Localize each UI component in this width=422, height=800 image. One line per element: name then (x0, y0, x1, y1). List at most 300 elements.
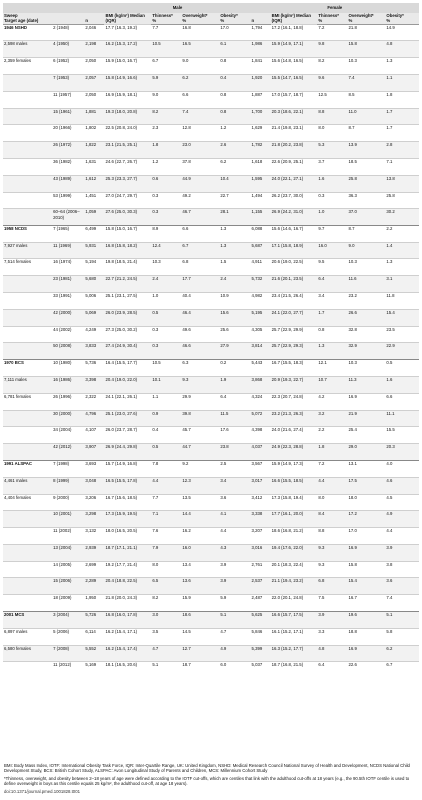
cell-mth: 7.7 (151, 494, 181, 511)
cell-fob: 1.7 (385, 108, 419, 125)
cell-fov: 16.9 (348, 544, 386, 561)
table-row (3, 595, 419, 612)
cell-fov: 17.0 (348, 528, 386, 545)
cell-fov: 29.0 (348, 444, 386, 461)
cell-mov: 6.3 (181, 360, 219, 377)
cell-cohort (3, 125, 52, 142)
table-footer (4, 763, 418, 797)
cell-mov: 46.6 (181, 343, 219, 360)
cell-fov: 17.2 (348, 511, 386, 528)
cell-fn: 1,155 (251, 209, 271, 225)
cell-fth: 9.8 (317, 41, 347, 58)
col-female-bmi: BMI (kg/m²) Median (IQR) (271, 13, 318, 24)
cell-mob: 3.6 (219, 494, 250, 511)
table-row (3, 142, 419, 159)
cell-mov: 49.2 (181, 192, 219, 209)
cell-fth: 12.5 (317, 91, 347, 108)
cell-fn: 3,338 (251, 511, 271, 528)
cell-mov: 18.7 (181, 662, 219, 678)
cell-age: 2 (1948) (52, 24, 84, 41)
cell-fn: 3,017 (251, 477, 271, 494)
cell-mov: 44.9 (181, 175, 219, 192)
cell-mob: 4.4 (219, 528, 250, 545)
cell-mbmi: 20.4 (18.8, 22.5) (104, 578, 151, 595)
cell-fbmi: 21.1 (19.4, 23.2) (271, 578, 318, 595)
cell-fbmi: 16.1 (15.2, 17.1) (271, 628, 318, 645)
cell-fob: 23.5 (385, 326, 419, 343)
cell-fbmi: 16.7 (15.5, 18.3) (271, 360, 318, 377)
cell-fov: 26.6 (348, 309, 386, 326)
cell-fth: 7.2 (317, 24, 347, 41)
cell-mbmi: 23.1 (21.5, 25.1) (104, 142, 151, 159)
cell-mth: 10.5 (151, 41, 181, 58)
cell-mob: 4.9 (219, 645, 250, 662)
col-male-n: n (84, 18, 104, 24)
cell-mth: 9.0 (151, 91, 181, 108)
cell-mbmi: 27.4 (24.9, 30.4) (104, 343, 151, 360)
cell-mob: 2.5 (219, 460, 250, 477)
cell-fth: 12.1 (317, 360, 347, 377)
cell-mov: 17.7 (181, 276, 219, 293)
table-row (3, 276, 419, 293)
cell-mov: 37.8 (181, 158, 219, 175)
cell-mn: 4,796 (84, 410, 104, 427)
cell-mbmi: 19.3 (18.0, 20.8) (104, 108, 151, 125)
cell-fn: 1,794 (251, 24, 271, 41)
cell-mn: 2,289 (84, 578, 104, 595)
cell-mth: 7.8 (151, 460, 181, 477)
cell-fth: 7.5 (317, 595, 347, 612)
cell-cohort: 6,580 females (3, 645, 52, 662)
cell-fbmi: 20.6 (19.0, 22.5) (271, 259, 318, 276)
cell-mov: 15.9 (181, 595, 219, 612)
cell-fn: 3,207 (251, 528, 271, 545)
cell-fob: 4.4 (385, 528, 419, 545)
table-row (3, 561, 419, 578)
cell-mbmi: 25.3 (23.3, 27.7) (104, 175, 151, 192)
cell-cohort (3, 595, 52, 612)
cell-mov: 12.7 (181, 645, 219, 662)
cell-mn: 6,499 (84, 225, 104, 242)
cell-fob: 15.4 (385, 309, 419, 326)
cell-fth: 9.6 (317, 74, 347, 91)
cell-fov: 25.4 (348, 427, 386, 444)
cell-mn: 1,451 (84, 192, 104, 209)
cell-fov: 18.5 (348, 158, 386, 175)
cell-cohort (3, 561, 52, 578)
cell-fov: 16.9 (348, 645, 386, 662)
cell-fn: 3,412 (251, 494, 271, 511)
cell-fbmi: 17.0 (15.7, 18.7) (271, 91, 318, 108)
table-row (3, 209, 419, 225)
cell-mn: 5,169 (84, 662, 104, 678)
cell-fov: 17.5 (348, 477, 386, 494)
cell-mn: 1,059 (84, 209, 104, 225)
cell-mth: 5.1 (151, 662, 181, 678)
cell-age: 15 (2006) (52, 578, 84, 595)
cell-cohort (3, 326, 52, 343)
cell-mbmi: 22.7 (21.2, 24.5) (104, 276, 151, 293)
cell-mth: 8.9 (151, 225, 181, 242)
cell-fn: 6,088 (251, 225, 271, 242)
cell-fth: 7.2 (317, 460, 347, 477)
col-male-thinness: Thinness* (151, 13, 181, 18)
cell-fbmi: 15.9 (14.9, 17.1) (271, 41, 318, 58)
cell-fob: 2.2 (385, 225, 419, 242)
table-row (3, 343, 419, 360)
cell-mob: 6.1 (219, 41, 250, 58)
cell-fob: 6.6 (385, 393, 419, 410)
cell-fob: 2.8 (385, 142, 419, 159)
cell-fth: 8.0 (317, 125, 347, 142)
cell-mbmi: 16.8 (16.0, 17.8) (104, 612, 151, 629)
cell-mov: 39.8 (181, 410, 219, 427)
cell-mbmi: 16.5 (15.5, 17.8) (104, 477, 151, 494)
table-row (3, 645, 419, 662)
cell-mob: 6.0 (219, 662, 250, 678)
cell-age: 20 (1966) (52, 125, 84, 142)
cell-mov: 13.4 (181, 561, 219, 578)
cell-fth: 8.8 (317, 108, 347, 125)
cell-mbmi: 25.1 (23.1, 27.5) (104, 292, 151, 309)
cell-mob: 6.2 (219, 158, 250, 175)
cell-mbmi: 20.4 (19.0, 22.0) (104, 376, 151, 393)
cell-mn: 5,069 (84, 309, 104, 326)
cell-fbmi: 20.1 (18.3, 22.4) (271, 561, 318, 578)
cell-fth: 2.2 (317, 427, 347, 444)
cell-mth: 1.0 (151, 292, 181, 309)
table-row (3, 192, 419, 209)
cell-age: 11 (1957) (52, 91, 84, 108)
cell-mbmi: 15.8 (15.0, 16.7) (104, 225, 151, 242)
cell-mob: 1.3 (219, 225, 250, 242)
cell-mth: 7.1 (151, 511, 181, 528)
cell-mov: 46.7 (181, 209, 219, 225)
table-row (3, 477, 419, 494)
cell-fn: 4,911 (251, 259, 271, 276)
cell-fbmi: 20.3 (18.6, 22.1) (271, 108, 318, 125)
cell-cohort (3, 158, 52, 175)
cell-cohort (3, 74, 52, 91)
cell-fob: 1.1 (385, 74, 419, 91)
cell-mn: 2,050 (84, 91, 104, 108)
cell-age: 8 (1999) (52, 477, 84, 494)
cell-fov: 10.3 (348, 58, 386, 75)
table-row (3, 544, 419, 561)
cell-mbmi: 21.8 (20.0, 24.3) (104, 595, 151, 612)
cell-cohort (3, 410, 52, 427)
cell-cohort (3, 292, 52, 309)
cell-mn: 3,833 (84, 343, 104, 360)
cell-mob: 1.5 (219, 259, 250, 276)
cell-age: 50 (2008) (52, 343, 84, 360)
cell-fth: 6.4 (317, 276, 347, 293)
cell-mth: 0.3 (151, 343, 181, 360)
cell-mbmi: 17.3 (15.9, 19.5) (104, 511, 151, 528)
cell-mbmi: 19.8 (18.5, 21.4) (104, 259, 151, 276)
cell-mth: 6.7 (151, 58, 181, 75)
col-male-overweight: Overweight* (181, 13, 219, 18)
cell-fbmi: 22.3 (20.7, 24.8) (271, 393, 318, 410)
cell-fn: 1,887 (251, 91, 271, 108)
cell-mn: 1,822 (84, 142, 104, 159)
cell-fov: 13.9 (348, 142, 386, 159)
cell-fob: 11.8 (385, 292, 419, 309)
doi-link[interactable]: doi:10.1371/journal.pmed.1001828.t001 (4, 789, 80, 794)
col-male-bmi: BMI (kg/m²) Median (IQR) (104, 13, 151, 24)
cell-mov: 18.6 (181, 612, 219, 629)
cell-mbmi: 26.0 (23.9, 28.5) (104, 309, 151, 326)
cell-fbmi: 19.4 (17.6, 22.0) (271, 544, 318, 561)
cell-cohort (3, 276, 52, 293)
cell-mob: 3.9 (219, 578, 250, 595)
table-row (3, 58, 419, 75)
cell-fth: 3.9 (317, 612, 347, 629)
cell-fov: 7.4 (348, 74, 386, 91)
cell-cohort (3, 175, 52, 192)
cell-fn: 5,037 (251, 662, 271, 678)
cell-fov: 11.6 (348, 276, 386, 293)
col-target-age: Target age (date) (3, 18, 52, 24)
cell-fth: 1.3 (317, 343, 347, 360)
cell-fn: 4,324 (251, 393, 271, 410)
cell-fth: 8.8 (317, 528, 347, 545)
cell-fth: 4.2 (317, 393, 347, 410)
cell-mbmi: 27.0 (24.7, 29.7) (104, 192, 151, 209)
cell-mn: 2,939 (84, 544, 104, 561)
cell-fov: 8.7 (348, 225, 386, 242)
cell-mn: 2,057 (84, 74, 104, 91)
cell-mov: 45.7 (181, 427, 219, 444)
cell-fbmi: 21.4 (19.8, 23.1) (271, 125, 318, 142)
cell-fob: 4.5 (385, 494, 419, 511)
cell-mn: 3,398 (84, 376, 104, 393)
cell-age: 10 (2001) (52, 511, 84, 528)
cell-mob: 4.7 (219, 628, 250, 645)
cell-age: 33 (1991) (52, 292, 84, 309)
cell-mth: 0.9 (151, 410, 181, 427)
cell-mn: 5,736 (84, 360, 104, 377)
cell-fbmi: 23.4 (21.5, 26.4) (271, 292, 318, 309)
cell-mov: 14.4 (181, 511, 219, 528)
cell-mth: 0.6 (151, 175, 181, 192)
cell-cohort: 6,897 males (3, 628, 52, 645)
cell-mov: 29.9 (181, 393, 219, 410)
cell-fob: 4.8 (385, 41, 419, 58)
cell-mov: 46.4 (181, 309, 219, 326)
cell-fov: 10.3 (348, 360, 386, 377)
cell-mth: 0.3 (151, 192, 181, 209)
cell-mth: 10.1 (151, 376, 181, 393)
cell-age: 16 (1986) (52, 376, 84, 393)
cell-age: 7 (1953) (52, 74, 84, 91)
cell-fn: 1,595 (251, 175, 271, 192)
col-male-obesity: Obesity* (219, 13, 250, 18)
cell-age: 53 (1999) (52, 192, 84, 209)
cell-fth: 9.3 (317, 544, 347, 561)
cell-age: 13 (2004) (52, 544, 84, 561)
cell-mn: 1,631 (84, 158, 104, 175)
cell-fbmi: 18.6 (16.8, 21.2) (271, 528, 318, 545)
cell-fbmi: 16.3 (15.2, 17.7) (271, 645, 318, 662)
cell-cohort: 1970 BCS (3, 360, 52, 377)
cell-mbmi: 16.4 (15.5, 17.7) (104, 360, 151, 377)
cell-fov: 18.0 (348, 494, 386, 511)
cell-fov: 37.0 (348, 209, 386, 225)
cell-fn: 2,537 (251, 578, 271, 595)
cell-mob: 23.8 (219, 444, 250, 461)
cell-mbmi: 16.2 (15.4, 17.4) (104, 645, 151, 662)
cell-mth: 8.0 (151, 561, 181, 578)
cell-fn: 4,305 (251, 326, 271, 343)
table-row (3, 410, 419, 427)
cell-mob: 1.3 (219, 242, 250, 259)
cell-fbmi: 18.7 (16.8, 21.5) (271, 662, 318, 678)
cell-fn: 3,868 (251, 376, 271, 393)
cell-mbmi: 15.9 (15.0, 16.7) (104, 58, 151, 75)
cell-age: 23 (1981) (52, 276, 84, 293)
cell-fov: 16.9 (348, 393, 386, 410)
cell-age: 11 (1969) (52, 242, 84, 259)
table-row (3, 175, 419, 192)
cell-fbmi: 16.6 (15.7, 17.5) (271, 612, 318, 629)
cell-mth: 10.3 (151, 259, 181, 276)
cell-mob: 4.3 (219, 544, 250, 561)
cell-mth: 7.7 (151, 24, 181, 41)
cell-age: 44 (2002) (52, 326, 84, 343)
cell-mth: 2.4 (151, 276, 181, 293)
cell-mth: 3.5 (151, 628, 181, 645)
cell-mov: 6.6 (181, 225, 219, 242)
cell-cohort: 2,359 females (3, 58, 52, 75)
cell-cohort (3, 511, 52, 528)
cell-mob: 0.8 (219, 91, 250, 108)
cell-fob: 30.2 (385, 209, 419, 225)
cell-fov: 8.7 (348, 125, 386, 142)
table-row (3, 393, 419, 410)
cell-mn: 2,050 (84, 58, 104, 75)
cell-mth: 8.2 (151, 108, 181, 125)
cell-mbmi: 19.2 (17.7, 21.4) (104, 561, 151, 578)
cell-mn: 5,006 (84, 292, 104, 309)
table-row (3, 662, 419, 678)
table-row (3, 108, 419, 125)
cell-mth: 10.5 (151, 360, 181, 377)
table-row (3, 628, 419, 645)
cell-mth: 4.7 (151, 645, 181, 662)
col-female-obesity: Obesity* (385, 13, 419, 18)
cell-cohort: 2001 MCS (3, 612, 52, 629)
cell-fth: 3.7 (317, 158, 347, 175)
cell-fth: 0.3 (317, 192, 347, 209)
cell-mob: 17.6 (219, 427, 250, 444)
cell-fth: 6.8 (317, 578, 347, 595)
cell-mbmi: 25.1 (23.0, 27.6) (104, 410, 151, 427)
cell-cohort: 1991 ALSPAC (3, 460, 52, 477)
cell-fth: 4.4 (317, 477, 347, 494)
cell-mbmi: 22.5 (20.8, 24.0) (104, 125, 151, 142)
cell-fn: 1,920 (251, 74, 271, 91)
cell-age: 5 (2006) (52, 628, 84, 645)
cell-fob: 1.3 (385, 58, 419, 75)
cell-fn: 1,494 (251, 192, 271, 209)
cell-fob: 6.7 (385, 662, 419, 678)
cell-mn: 2,046 (84, 24, 104, 41)
cell-mth: 7.9 (151, 544, 181, 561)
cell-mth: 0.3 (151, 209, 181, 225)
cell-fov: 10.3 (348, 259, 386, 276)
cell-fn: 5,072 (251, 410, 271, 427)
cell-mn: 3,048 (84, 477, 104, 494)
cell-mn: 6,114 (84, 628, 104, 645)
cell-mob: 10.9 (219, 292, 250, 309)
cell-mth: 0.3 (151, 326, 181, 343)
cell-fob: 3.6 (385, 578, 419, 595)
cell-fbmi: 21.6 (20.1, 23.5) (271, 276, 318, 293)
cell-cohort (3, 544, 52, 561)
table-row (3, 612, 419, 629)
cell-fov: 16.7 (348, 595, 386, 612)
cell-fov: 32.9 (348, 343, 386, 360)
cell-mn: 5,194 (84, 259, 104, 276)
cell-mbmi: 16.2 (15.3, 17.2) (104, 41, 151, 58)
cell-mbmi: 17.7 (16.3, 19.2) (104, 24, 151, 41)
cell-mob: 3.9 (219, 561, 250, 578)
cell-fn: 4,037 (251, 444, 271, 461)
cell-mth: 0.5 (151, 309, 181, 326)
cell-age: 11 (2012) (52, 662, 84, 678)
cell-fov: 13.1 (348, 460, 386, 477)
cell-fth: 9.3 (317, 561, 347, 578)
cell-mbmi: 15.8 (14.9, 16.6) (104, 74, 151, 91)
cell-fob: 1.8 (385, 91, 419, 108)
cell-cohort: 7,927 males (3, 242, 52, 259)
cell-mob: 5.9 (219, 595, 250, 612)
cell-fth: 3.3 (317, 628, 347, 645)
male-group-header: Male (104, 3, 250, 13)
cell-mn: 1,950 (84, 595, 104, 612)
table-row (3, 292, 419, 309)
cell-mob: 15.6 (219, 309, 250, 326)
cell-fth: 8.0 (317, 494, 347, 511)
table-row (3, 24, 419, 41)
cell-age: 16 (1974) (52, 259, 84, 276)
cell-mn: 3,206 (84, 494, 104, 511)
cell-mn: 5,726 (84, 612, 104, 629)
cell-mn: 3,693 (84, 460, 104, 477)
table-row (3, 91, 419, 108)
cell-age: 26 (1972) (52, 142, 84, 159)
cell-mbmi: 24.6 (22.7, 26.7) (104, 158, 151, 175)
cell-age: 9 (2000) (52, 494, 84, 511)
cell-mov: 49.6 (181, 326, 219, 343)
table-row (3, 578, 419, 595)
cell-cohort (3, 343, 52, 360)
cell-mov: 6.8 (181, 259, 219, 276)
cell-mn: 2,198 (84, 41, 104, 58)
cell-cohort: 6,781 females (3, 393, 52, 410)
cell-mn: 1,802 (84, 125, 104, 142)
cell-mov: 12.8 (181, 125, 219, 142)
col-female-n: n (251, 18, 271, 24)
cell-mth: 0.4 (151, 427, 181, 444)
cell-fob: 0.5 (385, 360, 419, 377)
cell-age: 15 (1961) (52, 108, 84, 125)
cell-cohort (3, 528, 52, 545)
cell-fth: 10.7 (317, 376, 347, 393)
cell-mob: 3.4 (219, 477, 250, 494)
cell-fn: 2,487 (251, 595, 271, 612)
